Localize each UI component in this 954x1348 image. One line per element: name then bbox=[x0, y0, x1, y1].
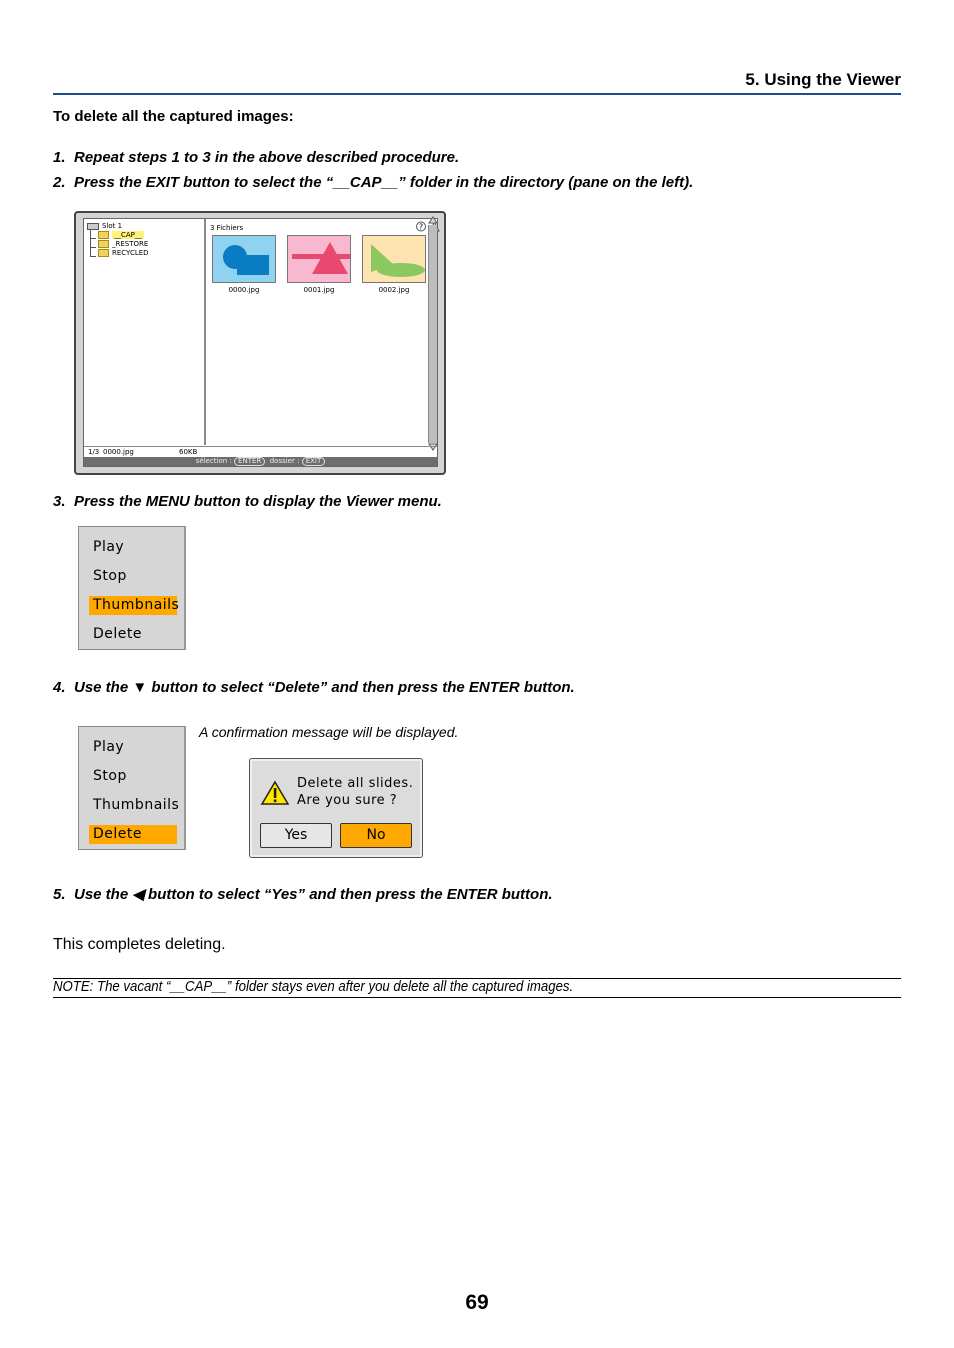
thumbnail-0002[interactable] bbox=[362, 235, 426, 283]
key-hint-bar: sélection : ENTER dossier : EXIT bbox=[84, 457, 437, 466]
step-number: 1. bbox=[53, 149, 66, 166]
tree-folder-recycled[interactable]: RECYCLED bbox=[98, 249, 149, 257]
delete-confirm-dialog bbox=[249, 758, 423, 858]
viewer-screen bbox=[74, 211, 446, 475]
menu-item-stop[interactable]: Stop bbox=[93, 768, 127, 784]
thumbnail-0000[interactable] bbox=[212, 235, 276, 283]
tree-connector bbox=[90, 256, 96, 257]
file-index: 1/3 bbox=[88, 448, 100, 456]
menu-item-thumbnails[interactable]: Thumbnails bbox=[89, 596, 177, 615]
file-count: 3 Fichiers bbox=[210, 224, 244, 232]
thumbnail-0001[interactable] bbox=[287, 235, 351, 283]
warning-icon bbox=[260, 780, 290, 806]
note-bottom-rule bbox=[53, 997, 901, 998]
dialog-message-line2: Are you sure ? bbox=[297, 793, 398, 808]
step-4 bbox=[53, 679, 575, 696]
confirmation-caption: A confirmation message will be displayed. bbox=[199, 724, 459, 740]
file-info-bar bbox=[84, 446, 437, 457]
svg-text:?: ? bbox=[418, 222, 424, 232]
step-2 bbox=[53, 174, 693, 191]
exit-key-hint: EXIT bbox=[302, 457, 326, 466]
thumbnail-label: 0002.jpg bbox=[378, 286, 410, 294]
step-number: 4. bbox=[53, 679, 66, 696]
step-text: Press the EXIT button to select the “__CAP__” folder in the directory (pane on the left). bbox=[74, 174, 694, 191]
folder-icon bbox=[98, 240, 109, 248]
drive-icon bbox=[87, 223, 99, 230]
menu-item-play[interactable]: Play bbox=[93, 539, 125, 555]
section-title: 5. Using the Viewer bbox=[745, 70, 901, 89]
step-text: Use the ▼ button to select “Delete” and then press the ENTER button. bbox=[74, 679, 575, 696]
tree-root[interactable]: Slot 1 bbox=[87, 222, 122, 230]
note-text: NOTE: The vacant “__CAP__” folder stays even after you delete all the captured images. bbox=[53, 978, 574, 995]
step-text: Use the ◀ button to select “Yes” and then press the ENTER button. bbox=[74, 886, 553, 903]
step-text: Repeat steps 1 to 3 in the above described procedure. bbox=[74, 149, 460, 166]
thumbnail-label: 0001.jpg bbox=[303, 286, 335, 294]
completion-text: This completes deleting. bbox=[53, 936, 226, 953]
step-1 bbox=[53, 149, 459, 166]
files-pane bbox=[206, 219, 426, 445]
page-number: 69 bbox=[465, 1291, 489, 1314]
folder-icon bbox=[98, 231, 109, 239]
tree-folder-cap[interactable]: __CAP__ bbox=[98, 231, 144, 239]
yes-button[interactable]: Yes bbox=[260, 823, 332, 848]
viewer-menu-delete bbox=[78, 726, 186, 850]
viewer-menu-thumbnails bbox=[78, 526, 186, 650]
step-number: 5. bbox=[53, 886, 66, 903]
menu-item-delete[interactable]: Delete bbox=[89, 825, 177, 844]
menu-item-play[interactable]: Play bbox=[93, 739, 125, 755]
step-text: Press the MENU button to display the Viewer menu. bbox=[74, 493, 442, 510]
dialog-message-line1: Delete all slides. bbox=[297, 776, 414, 791]
tree-folder-restore[interactable]: _RESTORE bbox=[98, 240, 148, 248]
viewer-window bbox=[83, 218, 438, 467]
menu-item-delete[interactable]: Delete bbox=[93, 626, 142, 642]
tree-connector bbox=[90, 247, 96, 248]
header-rule bbox=[53, 93, 901, 95]
step-number: 3. bbox=[53, 493, 66, 510]
tree-connector bbox=[90, 238, 96, 239]
step-number: 2. bbox=[53, 174, 66, 191]
menu-item-stop[interactable]: Stop bbox=[93, 568, 127, 584]
step-5 bbox=[53, 885, 553, 903]
enter-key-hint: ENTER bbox=[234, 457, 265, 466]
scrollbar[interactable] bbox=[428, 225, 437, 443]
thumbnail-label: 0000.jpg bbox=[228, 286, 260, 294]
tree-connector bbox=[90, 229, 91, 257]
procedure-heading: To delete all the captured images: bbox=[53, 108, 294, 125]
directory-pane bbox=[84, 219, 206, 445]
menu-item-thumbnails[interactable]: Thumbnails bbox=[93, 797, 180, 813]
no-button[interactable]: No bbox=[340, 823, 412, 848]
file-name: 0000.jpg bbox=[103, 448, 134, 456]
file-size: 60KB bbox=[179, 448, 198, 456]
folder-icon bbox=[98, 249, 109, 257]
scroll-up-icon[interactable] bbox=[428, 216, 438, 224]
step-3 bbox=[53, 493, 442, 510]
